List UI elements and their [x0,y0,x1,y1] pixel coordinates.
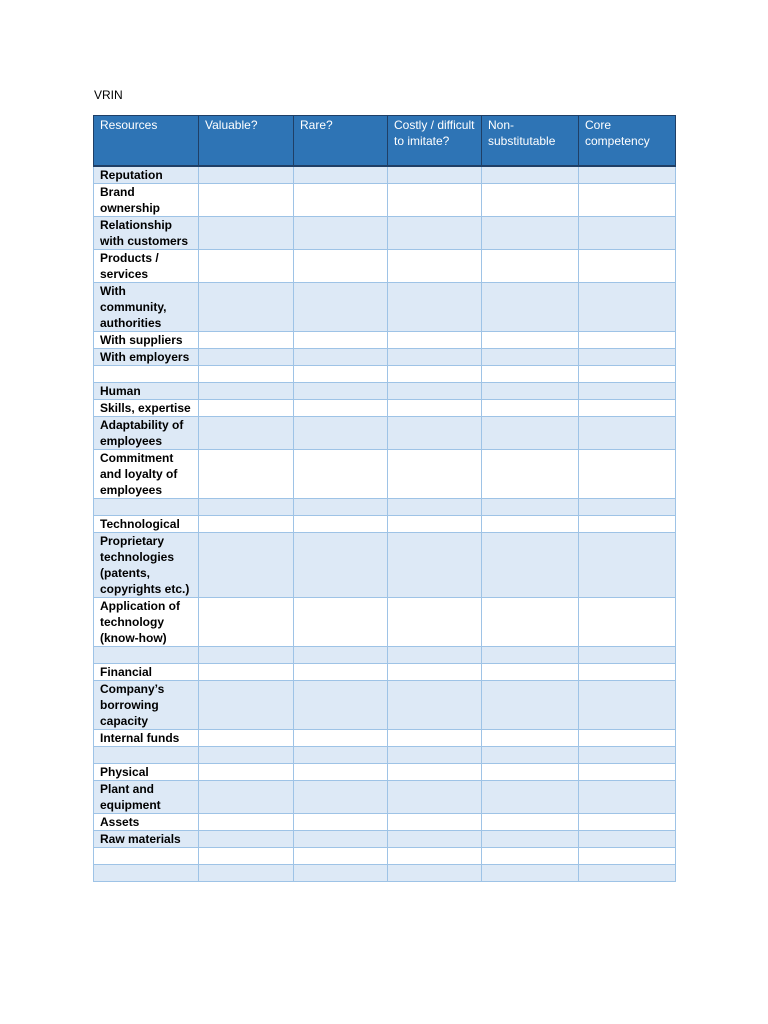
resource-label: Company’s borrowing capacity [94,680,199,729]
table-cell [199,646,294,663]
table-cell [199,680,294,729]
resource-label: Products / services [94,249,199,282]
table-cell [482,449,579,498]
table-cell [579,763,676,780]
resource-label [94,746,199,763]
header-rare: Rare? [294,116,388,166]
header-core-competency: Core competency [579,116,676,166]
table-cell [199,515,294,532]
table-cell [579,382,676,399]
table-cell [482,365,579,382]
table-cell [579,780,676,813]
table-cell [388,646,482,663]
table-cell [579,399,676,416]
table-section-row [94,763,676,780]
table-row [94,830,676,847]
table-cell [294,399,388,416]
table-cell [199,399,294,416]
table-cell [199,813,294,830]
table-cell [482,331,579,348]
table-cell [199,416,294,449]
table-cell [199,348,294,365]
table-cell [199,847,294,864]
resource-label: With employers [94,348,199,365]
table-row [94,532,676,597]
table-cell [199,729,294,746]
resource-label: Relationship with customers [94,216,199,249]
table-cell [482,597,579,646]
section-heading: Human [94,382,199,399]
resource-label: Plant and equipment [94,780,199,813]
table-cell [294,498,388,515]
table-cell [294,763,388,780]
table-cell [294,646,388,663]
section-heading: Reputation [94,166,199,184]
table-cell [579,680,676,729]
table-cell [388,183,482,216]
table-cell [294,864,388,881]
table-cell [482,847,579,864]
table-cell [579,249,676,282]
table-cell [294,382,388,399]
table-cell [388,532,482,597]
table-cell [579,282,676,331]
table-cell [199,365,294,382]
table-cell [388,663,482,680]
resource-label: With community, authorities [94,282,199,331]
table-cell [294,532,388,597]
table-cell [294,183,388,216]
table-row [94,498,676,515]
table-cell [482,864,579,881]
table-cell [579,365,676,382]
table-cell [482,183,579,216]
document-title: VRIN [94,88,123,102]
table-cell [579,847,676,864]
table-cell [294,515,388,532]
table-cell [482,249,579,282]
table-cell [294,449,388,498]
table-cell [199,663,294,680]
table-cell [579,646,676,663]
table-cell [294,597,388,646]
resource-label: Adaptability of employees [94,416,199,449]
table-cell [294,416,388,449]
table-row [94,282,676,331]
table-cell [482,813,579,830]
table-cell [482,348,579,365]
table-row [94,249,676,282]
table-cell [388,780,482,813]
vrin-table [93,115,676,882]
table-cell [388,216,482,249]
table-cell [388,382,482,399]
table-cell [294,780,388,813]
table-row [94,331,676,348]
table-body [94,166,676,882]
resource-label: With suppliers [94,331,199,348]
table-cell [388,680,482,729]
table-cell [199,216,294,249]
table-section-row [94,663,676,680]
table-cell [388,365,482,382]
table-cell [579,830,676,847]
table-cell [199,780,294,813]
table-cell [388,830,482,847]
table-cell [388,331,482,348]
table-cell [294,729,388,746]
table-cell [199,864,294,881]
section-heading: Physical [94,763,199,780]
table-cell [388,813,482,830]
table-cell [388,498,482,515]
resource-label [94,498,199,515]
table-cell [388,282,482,331]
table-row [94,729,676,746]
table-cell [199,382,294,399]
table-cell [294,746,388,763]
table-row [94,780,676,813]
table-row [94,597,676,646]
table-cell [579,663,676,680]
table-cell [388,348,482,365]
table-cell [294,216,388,249]
table-cell [294,847,388,864]
table-cell [199,331,294,348]
table-cell [199,498,294,515]
resource-label: Proprietary technologies (patents, copyrights etc.) [94,532,199,597]
resource-label: Commitment and loyalty of employees [94,449,199,498]
table-cell [482,780,579,813]
table-cell [388,763,482,780]
resource-label [94,646,199,663]
table-cell [579,864,676,881]
table-cell [482,498,579,515]
table-cell [294,680,388,729]
table-cell [199,597,294,646]
table-cell [579,813,676,830]
table-cell [579,515,676,532]
table-cell [579,597,676,646]
table-row [94,646,676,663]
table-row [94,746,676,763]
table-cell [199,449,294,498]
table-cell [579,216,676,249]
table-cell [579,331,676,348]
table-row [94,183,676,216]
table-row [94,416,676,449]
table-cell [294,166,388,184]
table-cell [579,166,676,184]
table-cell [482,282,579,331]
resource-label: Brand ownership [94,183,199,216]
table-cell [482,646,579,663]
table-cell [579,348,676,365]
table-cell [579,746,676,763]
table-cell [294,663,388,680]
header-resources: Resources [94,116,199,166]
table-cell [579,532,676,597]
table-cell [388,515,482,532]
table-cell [388,847,482,864]
table-row [94,449,676,498]
table-cell [482,663,579,680]
table-cell [579,449,676,498]
resource-label: Skills, expertise [94,399,199,416]
table-cell [199,183,294,216]
table-cell [482,515,579,532]
table-cell [199,532,294,597]
header-non-substitutable: Non-substitutable [482,116,579,166]
resource-label [94,847,199,864]
table-cell [199,282,294,331]
resource-label: Assets [94,813,199,830]
table-cell [199,166,294,184]
table-cell [579,416,676,449]
table-cell [482,830,579,847]
table-section-row [94,166,676,184]
table-row [94,847,676,864]
table-cell [579,183,676,216]
table-section-row [94,382,676,399]
table-cell [388,399,482,416]
table-cell [294,331,388,348]
table-cell [294,282,388,331]
table-cell [482,416,579,449]
table-cell [294,365,388,382]
header-costly-to-imitate: Costly / difficult to imitate? [388,116,482,166]
resource-label: Internal funds [94,729,199,746]
table-row [94,680,676,729]
table-cell [482,216,579,249]
table-cell [482,532,579,597]
table-cell [388,416,482,449]
table-row [94,399,676,416]
table-cell [579,729,676,746]
header-valuable: Valuable? [199,116,294,166]
table-cell [294,830,388,847]
table-cell [388,449,482,498]
table-cell [388,166,482,184]
table-header [94,116,676,166]
resource-label: Raw materials [94,830,199,847]
table-cell [388,746,482,763]
table-cell [388,729,482,746]
table-cell [482,399,579,416]
table-cell [199,830,294,847]
resource-label: Application of technology (know-how) [94,597,199,646]
table-cell [199,249,294,282]
table-cell [294,249,388,282]
table-cell [579,498,676,515]
section-heading: Financial [94,663,199,680]
table-row [94,348,676,365]
table-row [94,216,676,249]
table-cell [388,864,482,881]
table-row [94,864,676,881]
table-cell [482,763,579,780]
table-row [94,813,676,830]
table-cell [482,382,579,399]
table-cell [388,249,482,282]
table-cell [482,746,579,763]
table-cell [482,166,579,184]
resource-label [94,864,199,881]
table-row [94,365,676,382]
table-cell [482,729,579,746]
table-cell [294,348,388,365]
table-section-row [94,515,676,532]
section-heading: Technological [94,515,199,532]
header-row [94,116,676,166]
table-cell [199,763,294,780]
table-cell [199,746,294,763]
resource-label [94,365,199,382]
table-cell [388,597,482,646]
table-cell [294,813,388,830]
table-cell [482,680,579,729]
